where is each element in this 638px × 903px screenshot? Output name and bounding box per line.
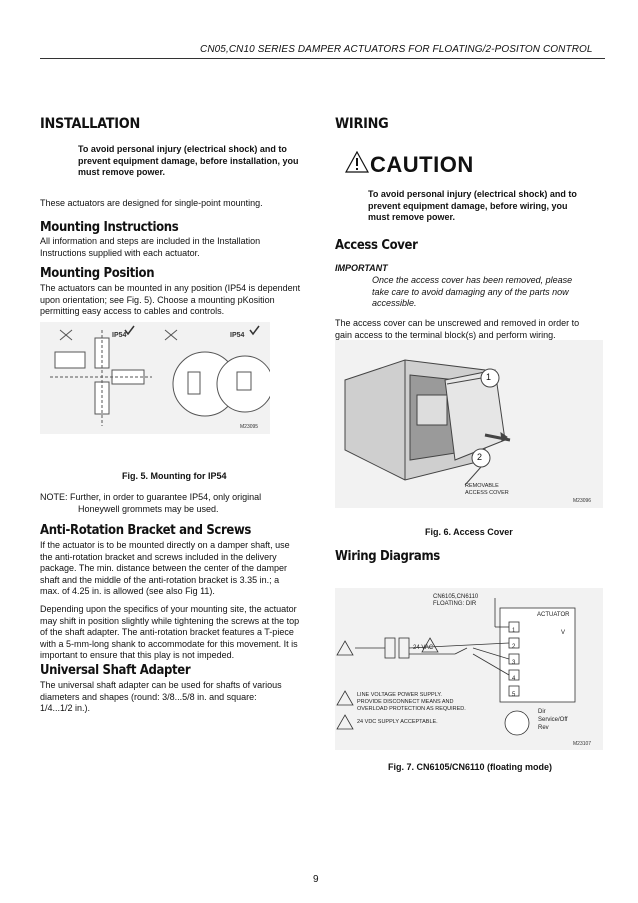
fig6-callout-1: 1 — [486, 372, 492, 382]
note-line: Honeywell grommets may be used. — [78, 503, 219, 514]
fig7-model: CN6105,CN6110 — [433, 594, 479, 600]
wiring-warning-line: prevent equipment damage, before wiring, you — [368, 200, 568, 211]
text-line: may shift in position slightly while tightening the screws at the top — [40, 615, 300, 626]
fig6-label — [465, 483, 509, 497]
anti-rotation-paragraph-1 — [40, 540, 320, 598]
fig7-title — [433, 594, 478, 608]
header-rule — [40, 58, 605, 59]
terminal-number: 3 — [512, 660, 516, 666]
fig5-label-left: IP54 — [112, 332, 127, 339]
text-line: If the actuator is to be mounted directly on a damper shaft, use — [40, 540, 290, 550]
access-cover-heading: Access Cover — [335, 238, 418, 253]
fig7-actuator-label: ACTUATOR — [537, 612, 570, 618]
anti-rotation-heading: Anti-Rotation Bracket and Screws — [40, 523, 252, 538]
access-cover-text — [335, 318, 610, 341]
text-line: All information and steps are included in the Installation — [40, 236, 261, 246]
running-header: CN05,CN10 SERIES DAMPER ACTUATORS FOR FLOATING/2-POSITON CONTROL — [200, 44, 593, 55]
text-line: permitting easy access to cables and controls. — [40, 306, 225, 316]
fig7-service: Service/Off — [538, 717, 568, 723]
note-block — [40, 492, 261, 515]
text-line: shaft and the middle of the anti-rotation bracket is 3.35 in.; a — [40, 574, 280, 585]
text-line: upon orientation; see Fig. 5). Choose a mounting pKosition — [40, 294, 275, 305]
fig7-vac-label: 24 VAC — [413, 645, 434, 651]
fig7-note-line: PROVIDE DISCONNECT MEANS AND — [357, 699, 454, 705]
text-line: Depending upon the specifics of your mounting site, the actuator — [40, 604, 297, 614]
installation-warning-line: To avoid personal injury (electrical shock) and to — [78, 144, 287, 154]
installation-heading: INSTALLATION — [40, 116, 140, 132]
wiring-warning-line: must remove power. — [368, 212, 456, 222]
text-line: accessible. — [372, 298, 417, 308]
important-label: IMPORTANT — [335, 263, 388, 273]
mounting-position-heading: Mounting Position — [40, 266, 155, 281]
mounting-position-text — [40, 283, 300, 318]
wiring-warning — [368, 189, 608, 224]
caution-label: CAUTION — [370, 152, 474, 177]
text-line: The actuators can be mounted in any position (IP54 is dependent — [40, 283, 301, 293]
fig7-terminals — [512, 623, 515, 703]
fig7-switch-labels — [538, 708, 568, 732]
text-line: package. The min. distance between the center of the damper — [40, 563, 287, 573]
terminal-number: 5 — [512, 692, 516, 698]
fig7-note-line: LINE VOLTAGE POWER SUPPLY. — [357, 692, 442, 698]
text-line: take care to avoid damaging any of the parts now — [372, 286, 569, 297]
text-line: 1/4...1/2 in.). — [40, 703, 91, 713]
fig6-label-line: ACCESS COVER — [465, 490, 509, 496]
installation-warning-line: must remove power. — [78, 167, 166, 177]
actuator-box — [55, 352, 85, 368]
fig6-label-line: REMOVABLE — [465, 483, 499, 489]
universal-shaft-text — [40, 680, 282, 715]
installation-warning-line: prevent equipment damage, before installation, you — [78, 155, 299, 166]
fig5-code: M23095 — [240, 424, 259, 430]
fig6-code: M23096 — [573, 498, 592, 504]
fig6-access-cover-illustration — [335, 340, 603, 508]
text-line: diameters and shapes (round: 3/8...5/8 in. and square: — [40, 691, 257, 702]
fig6-callout-2: 2 — [477, 452, 483, 462]
fig7-code: M23107 — [573, 741, 592, 747]
terminal-number: 4 — [512, 676, 516, 682]
mounting-instructions-text — [40, 236, 260, 259]
wiring-warning-line: To avoid personal injury (electrical shock) and to — [368, 189, 577, 199]
terminal-number: 2 — [512, 644, 516, 650]
text-line: Once the access cover has been removed, please — [372, 275, 573, 285]
text-line: gain access to the terminal block(s) and perform wiring. — [335, 329, 556, 340]
note-line: NOTE: Further, in order to guarantee IP54, only original — [40, 492, 262, 502]
fig6-caption: Fig. 6. Access Cover — [425, 527, 513, 537]
fig7-mode: FLOATING: DIR — [433, 601, 477, 607]
fig5-label-right: IP54 — [230, 332, 245, 339]
text-line: of the shaft adapter. The anti-rotation bracket features a T-piece — [40, 627, 294, 637]
fig7-note-line: OVERLOAD PROTECTION AS REQUIRED. — [357, 706, 466, 712]
installation-warning — [78, 144, 318, 179]
anti-rotation-paragraph-2 — [40, 604, 320, 662]
page-number: 9 — [313, 874, 319, 885]
wiring-diagrams-heading: Wiring Diagrams — [335, 549, 440, 564]
wiring-heading: WIRING — [335, 116, 389, 132]
fig5-mounting-illustration — [40, 322, 270, 434]
fig7-rev: Rev — [538, 725, 549, 731]
fig5-caption: Fig. 5. Mounting for IP54 — [122, 471, 227, 481]
installation-intro: These actuators are designed for single-point mounting. — [40, 198, 263, 208]
fig7-v-label: V — [561, 630, 566, 636]
text-line: The access cover can be unscrewed and removed in order to — [335, 318, 580, 328]
universal-shaft-heading: Universal Shaft Adapter — [40, 663, 191, 678]
terminal-number: 1 — [512, 628, 516, 634]
text-line: max. of 4.25 in. is allowed (see also Fig 11). — [40, 586, 215, 596]
fig7-note-2: 24 VDC SUPPLY ACCEPTABLE. — [357, 719, 438, 725]
fig7-caption: Fig. 7. CN6105/CN6110 (floating mode) — [388, 762, 553, 772]
fig7-dir: Dir — [538, 709, 546, 715]
text-line: The universal shaft adapter can be used for shafts of various — [40, 680, 282, 690]
text-line: with a 5-mm-long shank to accommodate for this movement. It is — [40, 638, 298, 649]
warning-triangle-icon — [345, 151, 369, 173]
mounting-instructions-heading: Mounting Instructions — [40, 220, 179, 235]
important-text — [372, 275, 612, 310]
text-line: the anti-rotation bracket and screws included in the delivery — [40, 551, 277, 562]
fig7-wiring-diagram — [335, 588, 603, 750]
text-line: important to ensure that this play is not impeded. — [40, 650, 235, 660]
fig7-note-1 — [357, 692, 466, 713]
text-line: Instructions supplied with each actuator. — [40, 247, 200, 258]
